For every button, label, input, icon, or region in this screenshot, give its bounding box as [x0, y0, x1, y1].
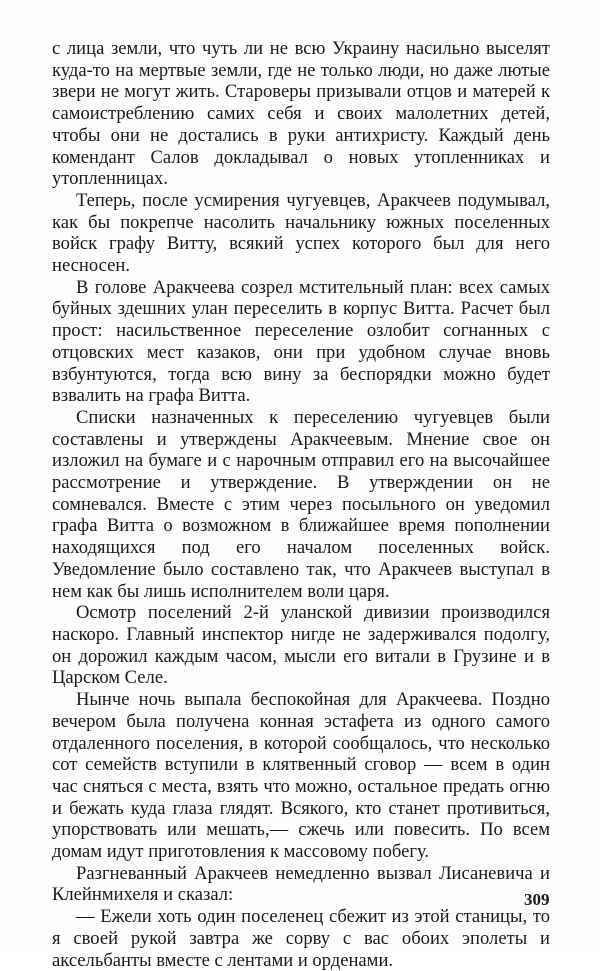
paragraph-3: В голове Аракчеева созрел мстительный план: всех самых буйных здешних улан переселить в корпус Витта. Расчет был прост: насильственное переселение озлобит согнанных с отцовских мест казаков, они при удобном случае вновь взбунтуются, тогда всю вину за беспорядки можно будет взвалить на графа Витта. — [52, 276, 550, 407]
body-text — [52, 38, 550, 971]
paragraph-2: Теперь, после усмирения чугуевцев, Аракчеев подумывал, как бы покрепче насолить начальнику южных поселенных войск графу Витту, всякий успех которого был для него несносен. — [52, 189, 550, 277]
paragraph-1: с лица земли, что чуть ли не всю Украину насильно выселят куда-то на мертвые земли, где не только люди, но даже лютые звери не могут жить. Староверы призывали отцов и матерей к самоистреблению самих себя и своих малолетних детей, чтобы они не достались в руки антихристу. Каждый день комендант Салов докладывал о новых утопленниках и утопленницах. — [52, 38, 550, 190]
paragraph-5: Осмотр поселений 2-й уланской дивизии производился наскоро. Главный инспектор нигде не задерживался подолгу, он дорожил каждым часом, мысли его витали в Грузине и в Царском Селе. — [52, 602, 550, 689]
paragraph-7: Разгневанный Аракчеев немедленно вызвал Лисаневича и Клейнмихеля и сказал: — [52, 862, 550, 906]
paragraph-8: — Ежели хоть один поселенец сбежит из этой станицы, то я своей рукой завтра же сорву с вас обоих эполеты и аксельбанты вместе с лентами и орденами. — [52, 906, 550, 971]
page-number: 309 — [524, 890, 550, 909]
paragraph-6: Нынче ночь выпала беспокойная для Аракчеева. Поздно вечером была получена конная эстафета из одного самого отдаленного поселения, в которой сообщалось, что несколько сот семейств вступили в клятвенный сговор — всем в один час сняться с места, взять что можно, остальное предать огню и бежать куда глаза глядят. Всякого, кто станет противиться, упорствовать или мешать,— сжечь или повесить. По всем домам идут приготовления к массовому побегу. — [52, 689, 550, 863]
paragraph-4: Списки назначенных к переселению чугуевцев были составлены и утверждены Аракчеевым. Мнение свое он изложил на бумаге и с нарочным отправил его на высочайшее рассмотрение и утверждение. В утверждении он не сомневался. Вместе с этим через посыльного он уведомил графа Витта о возможном в ближайшее время пополнении находящихся под его началом поселенных войск. Уведомление было составлено так, что Аракчеев выступал в нем как бы лишь исполнителем воли царя. — [52, 406, 550, 602]
